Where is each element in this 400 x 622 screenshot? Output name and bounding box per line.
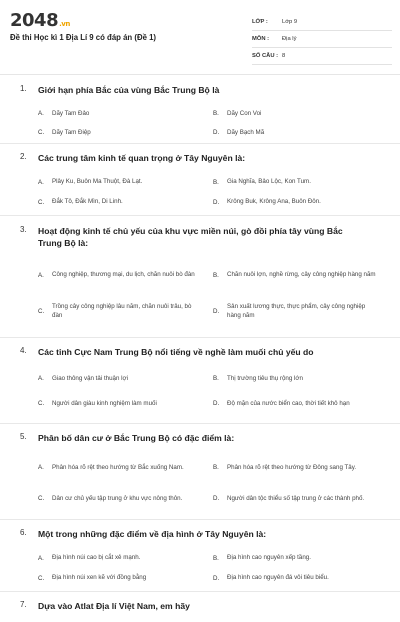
question-header: [0, 84, 400, 104]
option-letter: D.: [213, 574, 220, 582]
option-text: Gia Nghĩa, Bảo Lộc, Kon Tum.: [227, 178, 311, 186]
option-text: Người dân tộc thiểu số tập trung ở các thành phố.: [227, 494, 365, 502]
option-text: Dãy Bạch Mã: [227, 128, 265, 136]
option-text: Độ mặn của nước biển cao, thời tiết khô hạn: [227, 399, 350, 407]
question-text: Các trung tâm kinh tế quan trọng ở Tây Nguyên là:: [38, 153, 246, 163]
answer-option[interactable]: [38, 452, 213, 483]
option-text: Giao thông vận tải thuận lợi: [52, 374, 128, 382]
meta-value: Lớp 9: [282, 19, 298, 25]
option-letter: C.: [38, 400, 45, 407]
option-letter: D.: [213, 307, 220, 315]
option-letter: C.: [38, 574, 45, 582]
option-letter: A.: [38, 178, 44, 186]
option-letter: B.: [213, 110, 219, 117]
header-divider: [0, 74, 400, 75]
question-text: Dựa vào Atlat Địa lí Việt Nam, em hãy: [38, 601, 190, 611]
answer-option[interactable]: [213, 568, 388, 588]
question-item: [0, 76, 400, 144]
answer-option[interactable]: [38, 192, 213, 212]
answer-option[interactable]: [213, 366, 388, 391]
question-number: 3.: [20, 225, 27, 234]
option-text: Plây Ku, Buôn Ma Thuột, Đà Lạt.: [52, 178, 143, 186]
option-letter: A.: [38, 110, 44, 117]
option-letter: C.: [38, 129, 45, 136]
option-letter: A.: [38, 375, 44, 382]
answer-option[interactable]: [213, 452, 388, 483]
option-text: Địa hình núi xen kẽ với đồng bằng: [52, 574, 147, 582]
question-header: [0, 225, 400, 257]
option-letter: B.: [213, 178, 219, 186]
question-number: 6.: [20, 528, 27, 537]
option-letter: B.: [213, 375, 219, 382]
answer-option[interactable]: [213, 123, 388, 142]
question-text: Một trong những đặc điểm về địa hình ở Tây Nguyên là:: [38, 529, 267, 539]
answer-option[interactable]: [38, 366, 213, 391]
answer-option[interactable]: [38, 104, 213, 123]
option-text: Dân cư chủ yếu tập trung ở khu vực nông thôn.: [52, 494, 183, 502]
option-letter: A.: [38, 464, 44, 471]
question-list: [0, 76, 400, 622]
question-text: Hoạt động kinh tế chủ yếu của khu vực miền núi, gò đồi phía tây vùng Bắc Trung Bộ là:: [38, 226, 343, 248]
meta-label: SỐ CÂU :: [252, 53, 279, 59]
answer-option[interactable]: [213, 192, 388, 212]
answer-options: [0, 366, 400, 416]
option-letter: C.: [38, 198, 45, 206]
page-title: Đề thi Học kì 1 Địa Lí 9 có đáp án (Đề 1): [10, 33, 157, 42]
question-text: Phân bố dân cư ở Bắc Trung Bộ có đặc điểm là:: [38, 433, 235, 443]
meta-label: MÔN :: [252, 36, 270, 42]
answer-option[interactable]: [213, 548, 388, 568]
question-number: 7.: [20, 600, 27, 609]
question-item: [0, 216, 400, 338]
option-text: Người dân giàu kinh nghiệm làm muối: [52, 399, 157, 407]
question-number: 1.: [20, 84, 27, 93]
answer-option[interactable]: [213, 257, 388, 293]
meta-row-subject: [252, 31, 392, 48]
option-text: Thị trường tiêu thụ rộng lớn: [227, 374, 303, 382]
question-item: [0, 520, 400, 592]
question-item: [0, 424, 400, 520]
answer-option[interactable]: [213, 172, 388, 192]
option-letter: B.: [213, 464, 219, 471]
answer-options: [0, 172, 400, 212]
option-letter: C.: [38, 495, 45, 502]
answer-options: [0, 452, 400, 514]
answer-option[interactable]: [38, 548, 213, 568]
option-text: Đắk Tô, Đắk Mìn, Di Linh.: [52, 198, 123, 206]
option-letter: D.: [213, 198, 220, 206]
question-header: [0, 346, 400, 366]
exam-meta-table: [252, 14, 392, 65]
question-number: 5.: [20, 432, 27, 441]
question-text: Các tỉnh Cực Nam Trung Bộ nổi tiếng về nghề làm muối chủ yếu do: [38, 347, 314, 357]
question-item: [0, 144, 400, 216]
option-text: Trồng cây công nghiệp lâu năm, chăn nuôi trâu, bò đàn: [52, 302, 192, 319]
answer-options: [0, 104, 400, 142]
option-letter: D.: [213, 495, 220, 502]
answer-option[interactable]: [38, 391, 213, 416]
answer-option[interactable]: [38, 483, 213, 514]
site-logo[interactable]: [10, 10, 70, 31]
meta-row-class: [252, 14, 392, 31]
option-letter: D.: [213, 400, 220, 407]
answer-options: [0, 257, 400, 329]
option-text: Chăn nuôi lợn, nghề rừng, cây công nghiệp hàng năm: [227, 271, 376, 279]
option-text: Công nghiệp, thương mại, du lịch, chăn nuôi bò đàn: [52, 271, 195, 279]
meta-label: LỚP :: [252, 19, 268, 25]
question-header: [0, 432, 400, 452]
option-text: Dãy Tam Điệp: [52, 128, 91, 136]
answer-option[interactable]: [213, 391, 388, 416]
answer-option[interactable]: [213, 483, 388, 514]
option-text: Phân hóa rõ rệt theo hướng từ Đông sang Tây.: [227, 463, 357, 471]
meta-value: Địa lý: [282, 36, 297, 42]
answer-option[interactable]: [38, 257, 213, 293]
question-header: [0, 152, 400, 172]
option-text: Địa hình cao nguyên xếp tầng.: [227, 554, 311, 562]
option-letter: D.: [213, 129, 220, 136]
logo-domain: .vn: [59, 20, 70, 28]
option-letter: A.: [38, 554, 44, 562]
logo-text: 2048: [10, 10, 59, 31]
option-letter: A.: [38, 271, 44, 279]
answer-option[interactable]: [213, 293, 388, 329]
option-text: Dãy Con Voi: [227, 109, 262, 117]
option-text: Phân hóa rõ rệt theo hướng từ Bắc xuống Nam.: [52, 463, 184, 471]
answer-option[interactable]: [213, 104, 388, 123]
option-text: Địa hình núi cao bị cắt xẻ mạnh.: [52, 554, 141, 562]
question-number: 4.: [20, 346, 27, 355]
answer-option[interactable]: [38, 172, 213, 192]
option-text: Dãy Tam Đảo: [52, 109, 90, 117]
question-text: Giới hạn phía Bắc của vùng Bắc Trung Bộ là: [38, 85, 220, 95]
answer-option[interactable]: [38, 293, 213, 329]
option-letter: C.: [38, 307, 45, 315]
question-item: [0, 338, 400, 424]
meta-row-question-count: [252, 48, 392, 65]
exam-header: [0, 0, 400, 66]
question-header: [0, 600, 400, 620]
option-text: Sản xuất lương thực, thực phẩm, cây công nghiệp hàng năm: [227, 302, 366, 319]
answer-options: [0, 548, 400, 588]
answer-option[interactable]: [38, 123, 213, 142]
option-text: Krông Buk, Krông Ana, Buôn Đôn.: [227, 198, 321, 206]
question-item: [0, 592, 400, 622]
question-header: [0, 528, 400, 548]
option-letter: B.: [213, 271, 219, 279]
question-number: 2.: [20, 152, 27, 161]
option-letter: B.: [213, 554, 219, 562]
answer-option[interactable]: [38, 568, 213, 588]
option-text: Địa hình cao nguyên đá vôi tiêu biểu.: [227, 574, 329, 582]
meta-value: 8: [282, 53, 286, 59]
